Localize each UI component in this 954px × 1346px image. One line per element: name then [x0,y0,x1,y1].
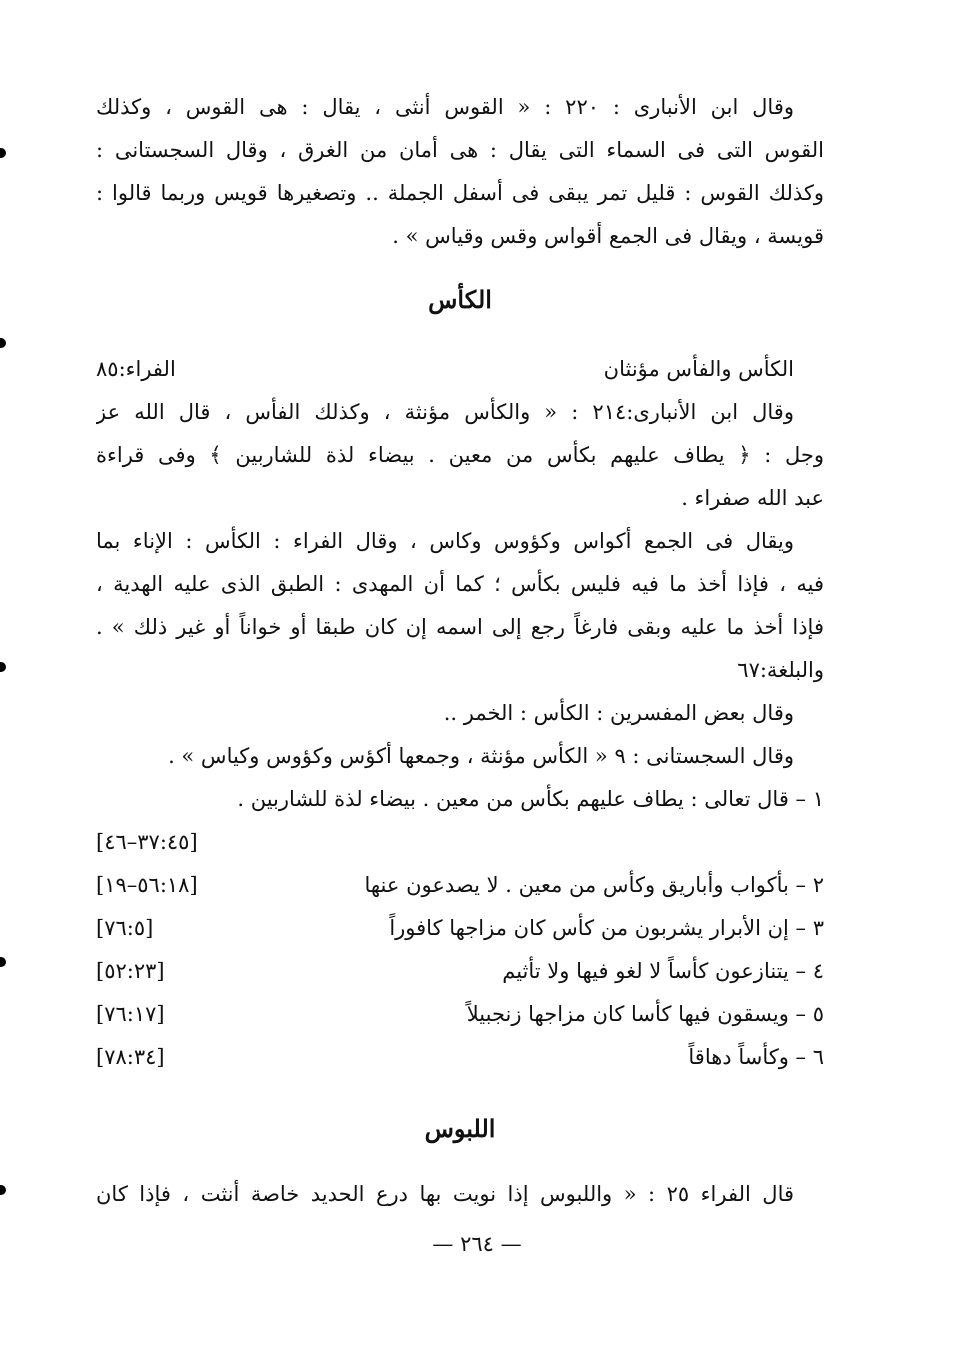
margin-mark [0,148,6,158]
verse-row [96,778,824,821]
paragraph-labus [96,1173,824,1216]
text-line: القوس التى فى السماء التى يقال : هى أمان من الغرق ، وقال السجستانى : [96,138,824,162]
verse-ref: [٧٦:١٧] [96,1002,165,1026]
text-line: وجل : ﴿ يطاف عليهم بكأس من معين . بيضاء لذة للشاربين ﴾ وفى قراءة [96,443,824,467]
page-content [96,86,824,1216]
verse-row [96,1036,824,1079]
verse-row [96,907,824,950]
verse-list [96,778,824,1079]
page-number: — ٢٦٤ — [432,1232,522,1256]
text-line: عبد الله صفراء . [681,486,824,510]
text-line: وقال ابن الأنبارى : ٢٢٠ : « القوس أنثى ، يقال : هى القوس ، وكذلك [96,95,794,119]
text-line: وقال السجستانى : ٩ « الكأس مؤنثة ، وجمعها أكؤس وكؤوس وكياس » . [168,744,794,768]
text-line: وكذلك القوس : قليل تمر يبقى فى أسفل الجملة .. وتصغيرها قويس وربما قالوا : [96,181,824,205]
paragraph-mufassirin [96,692,824,778]
verse-ref: [٥٢:٢٣] [96,959,165,983]
kas-first-line [96,348,824,391]
verse-ref: [٥٦:١٨–١٩] [96,873,198,897]
paragraph-farra [96,520,824,692]
verse-text: ٦ – وكأساً دهاقاً [688,1045,824,1069]
kas-first-ref: الفراء:٨٥ [96,357,176,381]
verse-text: ٣ – إن الأبرار يشربون من كأس كان مزاجها كافوراً [389,916,824,940]
margin-mark [0,338,6,348]
section-heading-labus: اللبوس [424,1114,496,1143]
paragraph-qaws [96,86,824,258]
verse-row [96,821,824,864]
verse-text: ٤ – يتنازعون كأساً لا لغو فيها ولا تأثيم [502,959,824,983]
verse-ref: [٣٧:٤٥–٤٦] [96,830,198,854]
text-line: وقال ابن الأنبارى:٢١٤ : « والكأس مؤنثة ، وكذلك الفأس ، قال الله عز [96,400,794,424]
kas-first-text: الكأس والفأس مؤنثان [603,357,794,381]
paragraph-anbari [96,391,824,520]
text-line: فيه ، فإذا أخذ ما فيه فليس بكأس ؛ كما أن المهدى : الطبق الذى عليه الهدية ، [96,572,824,596]
verse-text: ١ – قال تعالى : يطاف عليهم بكأس من معين . بيضاء لذة للشاربين . [237,787,824,811]
text-line: ويقال فى الجمع أكواس وكؤوس وكاس ، وقال الفراء : الكأس : الإناء بما [96,529,794,553]
text-line: فإذا أخذ ما عليه وبقى فارغاً رجع إلى اسمه إن كان طبقا أو خواناً أو غير ذلك » . [96,615,824,639]
text-line: والبلغة:٦٧ [737,658,824,682]
verse-ref: [٧٨:٣٤] [96,1045,165,1069]
verse-text: ٥ – ويسقون فيها كأسا كان مزاجها زنجبيلاً [466,1002,824,1026]
text-line: وقال بعض المفسرين : الكأس : الخمر .. [443,701,794,725]
verse-row [96,950,824,993]
section-heading-kas: الكأس [428,285,492,314]
verse-text: ٢ – بأكواب وأباريق وكأس من معين . لا يصدعون عنها [364,873,824,897]
verse-row [96,864,824,907]
margin-mark [0,957,6,967]
text-line: قال الفراء ٢٥ : « واللبوس إذا نويت بها درع الحديد خاصة أنثت ، فإذا كان [96,1182,795,1206]
verse-row [96,993,824,1036]
verse-ref: [٧٦:٥] [96,916,154,940]
margin-mark [0,1185,6,1195]
margin-mark [0,662,6,672]
text-line: قويسة ، ويقال فى الجمع أقواس وقس وقياس » . [392,224,824,248]
